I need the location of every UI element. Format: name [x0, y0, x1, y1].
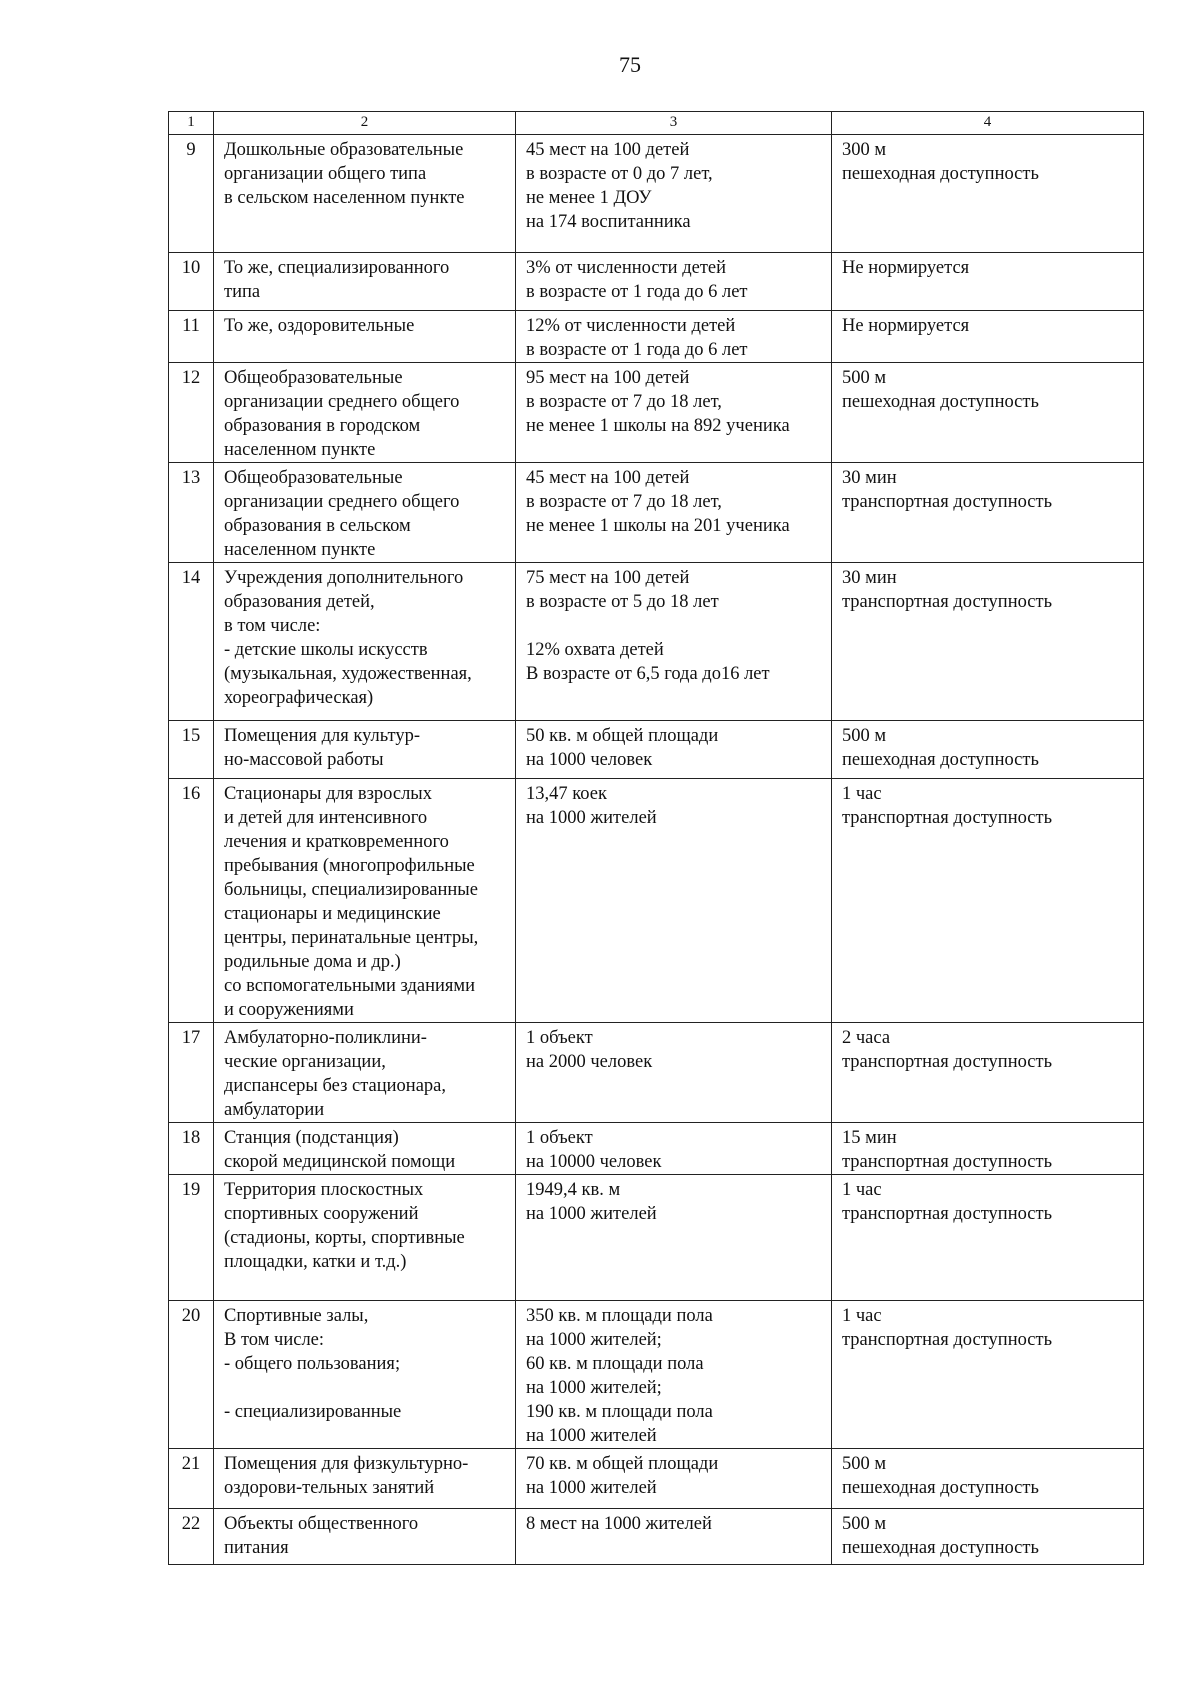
table-row [169, 135, 1144, 253]
row-number: 16 [169, 779, 214, 1023]
row-number: 11 [169, 311, 214, 363]
row-number: 21 [169, 1449, 214, 1509]
accessibility: 300 м пешеходная доступность [832, 135, 1144, 253]
norms-table [168, 111, 1144, 1565]
table-row [169, 1175, 1144, 1301]
norm-value: 45 мест на 100 детей в возрасте от 7 до 18 лет, не менее 1 школы на 201 ученика [516, 463, 832, 563]
accessibility: 500 м пешеходная доступность [832, 1509, 1144, 1565]
table-row [169, 363, 1144, 463]
facility-name: Станция (подстанция) скорой медицинской помощи [214, 1123, 516, 1175]
norm-value: 13,47 коек на 1000 жителей [516, 779, 832, 1023]
table-header-row [169, 112, 1144, 135]
norm-value: 70 кв. м общей площади на 1000 жителей [516, 1449, 832, 1509]
column-header-2: 2 [214, 112, 516, 135]
row-number: 15 [169, 721, 214, 779]
facility-name: Помещения для физкультурно- оздорови-тельных занятий [214, 1449, 516, 1509]
norm-value: 3% от численности детей в возрасте от 1 года до 6 лет [516, 253, 832, 311]
norm-value: 1949,4 кв. м на 1000 жителей [516, 1175, 832, 1301]
table-row [169, 463, 1144, 563]
table-row [169, 1301, 1144, 1449]
row-number: 17 [169, 1023, 214, 1123]
table-row [169, 1509, 1144, 1565]
accessibility: 30 мин транспортная доступность [832, 563, 1144, 721]
table-row [169, 721, 1144, 779]
table-row [169, 563, 1144, 721]
accessibility: 2 часа транспортная доступность [832, 1023, 1144, 1123]
accessibility: 500 м пешеходная доступность [832, 1449, 1144, 1509]
table-row [169, 1449, 1144, 1509]
row-number: 13 [169, 463, 214, 563]
column-header-4: 4 [832, 112, 1144, 135]
row-number: 18 [169, 1123, 214, 1175]
row-number: 9 [169, 135, 214, 253]
facility-name: Общеобразовательные организации среднего общего образования в сельском населенном пункте [214, 463, 516, 563]
facility-name: То же, специализированного типа [214, 253, 516, 311]
accessibility: 1 час транспортная доступность [832, 1301, 1144, 1449]
norm-value: 350 кв. м площади пола на 1000 жителей; 60 кв. м площади пола на 1000 жителей; 190 кв. м площади пола на 1000 жителей [516, 1301, 832, 1449]
table-row [169, 779, 1144, 1023]
row-number: 12 [169, 363, 214, 463]
table-row [169, 1023, 1144, 1123]
norm-value: 95 мест на 100 детей в возрасте от 7 до 18 лет, не менее 1 школы на 892 ученика [516, 363, 832, 463]
norm-value: 45 мест на 100 детей в возрасте от 0 до 7 лет, не менее 1 ДОУ на 174 воспитанника [516, 135, 832, 253]
facility-name: Помещения для культур- но-массовой работы [214, 721, 516, 779]
facility-name: То же, оздоровительные [214, 311, 516, 363]
table-row [169, 311, 1144, 363]
accessibility: 1 час транспортная доступность [832, 1175, 1144, 1301]
accessibility: 500 м пешеходная доступность [832, 721, 1144, 779]
facility-name: Стационары для взрослых и детей для интенсивного лечения и кратковременного пребывания (многопрофильные больницы, специализированные стационары и медицинские центры, перинатальные центры, родильные дома и др.) со вспомогательными зданиями и сооружениями [214, 779, 516, 1023]
accessibility: Не нормируется [832, 253, 1144, 311]
table-row [169, 253, 1144, 311]
accessibility: 30 мин транспортная доступность [832, 463, 1144, 563]
norm-value: 75 мест на 100 детей в возрасте от 5 до 18 лет 12% охвата детей В возрасте от 6,5 года до16 лет [516, 563, 832, 721]
accessibility: 15 мин транспортная доступность [832, 1123, 1144, 1175]
facility-name: Амбулаторно-поликлини- ческие организации, диспансеры без стационара, амбулатории [214, 1023, 516, 1123]
column-header-1: 1 [169, 112, 214, 135]
facility-name: Территория плоскостных спортивных сооружений (стадионы, корты, спортивные площадки, катки и т.д.) [214, 1175, 516, 1301]
accessibility: Не нормируется [832, 311, 1144, 363]
facility-name: Учреждения дополнительного образования детей, в том числе: - детские школы искусств (музыкальная, художественная, хореографическая) [214, 563, 516, 721]
row-number: 19 [169, 1175, 214, 1301]
norm-value: 50 кв. м общей площади на 1000 человек [516, 721, 832, 779]
accessibility: 1 час транспортная доступность [832, 779, 1144, 1023]
row-number: 14 [169, 563, 214, 721]
row-number: 10 [169, 253, 214, 311]
facility-name: Дошкольные образовательные организации общего типа в сельском населенном пункте [214, 135, 516, 253]
norm-value: 12% от численности детей в возрасте от 1 года до 6 лет [516, 311, 832, 363]
facility-name: Общеобразовательные организации среднего общего образования в городском населенном пункте [214, 363, 516, 463]
norm-value: 1 объект на 2000 человек [516, 1023, 832, 1123]
norm-value: 8 мест на 1000 жителей [516, 1509, 832, 1565]
page-number: 75 [619, 52, 641, 77]
row-number: 22 [169, 1509, 214, 1565]
table-row [169, 1123, 1144, 1175]
accessibility: 500 м пешеходная доступность [832, 363, 1144, 463]
facility-name: Спортивные залы, В том числе: - общего пользования; - специализированные [214, 1301, 516, 1449]
norm-value: 1 объект на 10000 человек [516, 1123, 832, 1175]
row-number: 20 [169, 1301, 214, 1449]
facility-name: Объекты общественного питания [214, 1509, 516, 1565]
column-header-3: 3 [516, 112, 832, 135]
